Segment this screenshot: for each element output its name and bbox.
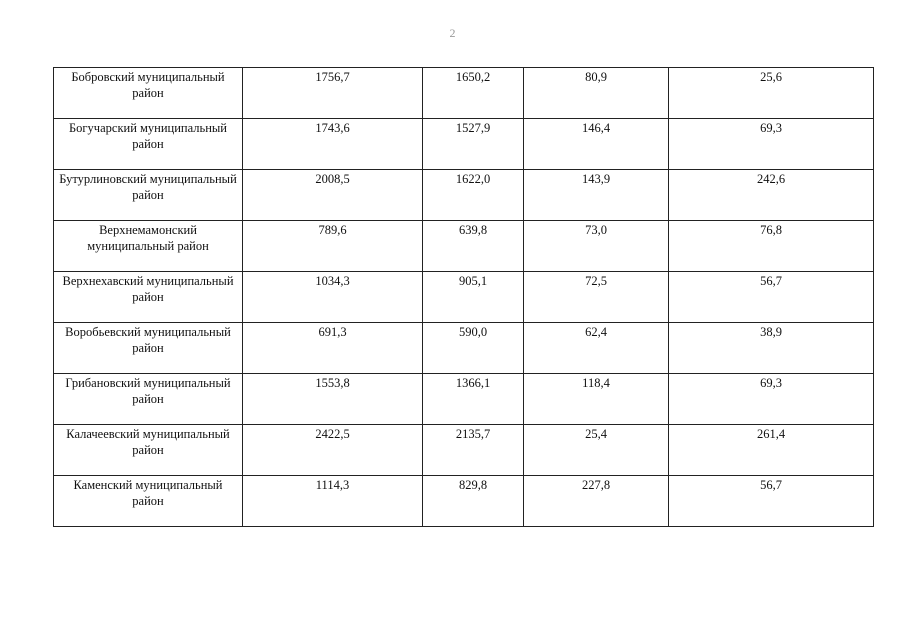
- table-row: [54, 476, 874, 527]
- table-row: [54, 170, 874, 221]
- value-cell: 80,9: [524, 68, 669, 119]
- value-cell: 2008,5: [243, 170, 423, 221]
- district-name-cell: Грибановский муниципальный район: [54, 374, 243, 425]
- value-cell: 1114,3: [243, 476, 423, 527]
- value-cell: 227,8: [524, 476, 669, 527]
- table-row: [54, 68, 874, 119]
- value-cell: 69,3: [669, 374, 874, 425]
- district-name-cell: Воробьевский муниципальный район: [54, 323, 243, 374]
- value-cell: 143,9: [524, 170, 669, 221]
- table-row: [54, 272, 874, 323]
- district-name-cell: Бобровский муниципальный район: [54, 68, 243, 119]
- table-row: [54, 119, 874, 170]
- value-cell: 1553,8: [243, 374, 423, 425]
- page-number: 2: [449, 26, 456, 40]
- value-cell: 2422,5: [243, 425, 423, 476]
- value-cell: 1650,2: [423, 68, 524, 119]
- value-cell: 789,6: [243, 221, 423, 272]
- value-cell: 691,3: [243, 323, 423, 374]
- value-cell: 1622,0: [423, 170, 524, 221]
- value-cell: 25,4: [524, 425, 669, 476]
- value-cell: 1743,6: [243, 119, 423, 170]
- district-budget-table: [53, 67, 874, 527]
- value-cell: 829,8: [423, 476, 524, 527]
- value-cell: 73,0: [524, 221, 669, 272]
- value-cell: 76,8: [669, 221, 874, 272]
- table-row: [54, 425, 874, 476]
- value-cell: 1034,3: [243, 272, 423, 323]
- table-row: [54, 221, 874, 272]
- value-cell: 62,4: [524, 323, 669, 374]
- value-cell: 1366,1: [423, 374, 524, 425]
- district-name-cell: Верхнемамонский муниципальный район: [54, 221, 243, 272]
- value-cell: 118,4: [524, 374, 669, 425]
- value-cell: 261,4: [669, 425, 874, 476]
- district-name-cell: Верхнехавский муниципальный район: [54, 272, 243, 323]
- value-cell: 1756,7: [243, 68, 423, 119]
- value-cell: 69,3: [669, 119, 874, 170]
- value-cell: 590,0: [423, 323, 524, 374]
- value-cell: 1527,9: [423, 119, 524, 170]
- district-name-cell: Калачеевский муниципальный район: [54, 425, 243, 476]
- value-cell: 242,6: [669, 170, 874, 221]
- district-name-cell: Каменский муниципальный район: [54, 476, 243, 527]
- table-row: [54, 323, 874, 374]
- value-cell: 72,5: [524, 272, 669, 323]
- value-cell: 38,9: [669, 323, 874, 374]
- district-name-cell: Богучарский муниципальный район: [54, 119, 243, 170]
- value-cell: 56,7: [669, 272, 874, 323]
- value-cell: 56,7: [669, 476, 874, 527]
- value-cell: 146,4: [524, 119, 669, 170]
- value-cell: 25,6: [669, 68, 874, 119]
- table-row: [54, 374, 874, 425]
- district-name-cell: Бутурлиновский муниципальный район: [54, 170, 243, 221]
- value-cell: 905,1: [423, 272, 524, 323]
- value-cell: 639,8: [423, 221, 524, 272]
- value-cell: 2135,7: [423, 425, 524, 476]
